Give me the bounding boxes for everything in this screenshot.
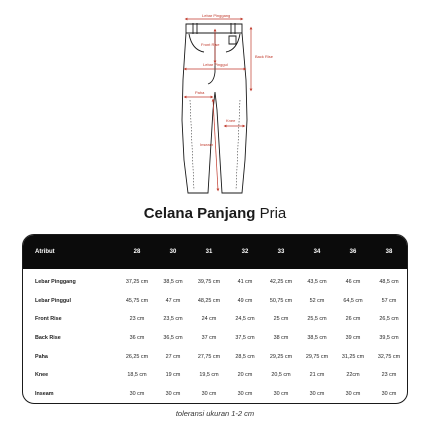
cell: 30 cm [273,390,289,397]
cell: 32,75 cm [377,353,401,360]
cell: 21 cm [309,372,325,379]
cell: 24,5 cm [235,316,255,323]
row-label: Paha [35,353,48,360]
cell: 20 cm [237,372,253,379]
inseam-label: Inseam [200,142,214,147]
cell: 50,75 cm [269,297,293,304]
cell: 39 cm [345,335,361,342]
cell: 30 cm [381,390,397,397]
cell: 47 cm [165,297,181,304]
cell: 26,5 cm [379,316,399,323]
cell: 41 cm [237,279,253,286]
cell: 45,75 cm [125,297,149,304]
knee-label: Knee [226,118,236,123]
cell: 23 cm [381,372,397,379]
cell: 49 cm [237,297,253,304]
table-row [23,347,407,366]
cell: 26 cm [345,316,361,323]
tolerance-note: toleransi ukuran 1-2 cm [175,409,255,418]
cell: 30 cm [129,390,145,397]
page-title [0,205,430,222]
title-bold: Celana Panjang [143,205,256,222]
header-size-38: 38 [385,249,393,255]
cell: 36 cm [129,335,145,342]
cell: 30 cm [309,390,325,397]
cell: 29,75 cm [305,353,329,360]
header-size-36: 36 [349,249,357,255]
row-label: Back Rise [35,335,61,342]
table-row [23,273,407,292]
cell: 19,5 cm [199,372,219,379]
waist-label: Lebar Pinggang [202,13,231,18]
pants-outline [182,23,247,193]
cell: 25 cm [273,316,289,323]
cell: 48,25 cm [197,297,221,304]
cell: 38 cm [273,335,289,342]
cell: 48,5 cm [379,279,399,286]
cell: 46 cm [345,279,361,286]
row-label: Lebar Pinggul [35,297,71,304]
cell: 37 cm [201,335,217,342]
front-rise-label: Front Rise [201,42,220,47]
table-row [23,385,407,404]
row-label: Inseam [35,390,54,397]
header-size-28: 28 [133,249,141,255]
table-row [23,310,407,329]
cell: 38,5 cm [163,279,183,286]
cell: 31,25 cm [341,353,365,360]
cell: 23,5 cm [163,316,183,323]
cell: 64,5 cm [343,297,363,304]
cell: 57 cm [381,297,397,304]
cell: 38,5 cm [307,335,327,342]
cell: 20,5 cm [271,372,291,379]
cell: 18,5 cm [127,372,147,379]
cell: 25,5 cm [307,316,327,323]
cell: 30 cm [237,390,253,397]
cell: 28,5 cm [235,353,255,360]
hip-label: Lebar Pinggul [203,62,228,67]
cell: 39,5 cm [379,335,399,342]
pants-diagram [0,0,430,200]
row-label: Lebar Pinggang [35,279,76,286]
cell: 26,25 cm [125,353,149,360]
table-row [23,366,407,385]
header-attribute: Atribut [35,249,55,255]
cell: 30 cm [201,390,217,397]
back-rise-label: Back Rise [255,54,274,59]
header-size-30: 30 [169,249,177,255]
table-header-row [23,235,407,269]
cell: 29,25 cm [269,353,293,360]
header-size-34: 34 [313,249,321,255]
cell: 36,5 cm [163,335,183,342]
row-label: Front Rise [35,316,62,323]
cell: 42,25 cm [269,279,293,286]
size-table [23,235,407,403]
cell: 24 cm [201,316,217,323]
cell: 22cm [346,372,360,379]
cell: 23 cm [129,316,145,323]
cell: 39,75 cm [197,279,221,286]
cell: 37,5 cm [235,335,255,342]
cell: 30 cm [165,390,181,397]
cell: 37,25 cm [125,279,149,286]
table-row [23,329,407,348]
cell: 19 cm [165,372,181,379]
cell: 52 cm [309,297,325,304]
cell: 27 cm [165,353,181,360]
row-label: Knee [35,372,49,379]
header-size-33: 33 [277,249,285,255]
cell: 43,5 cm [307,279,327,286]
table-row [23,292,407,311]
cell: 27,75 cm [197,353,221,360]
cell: 30 cm [345,390,361,397]
thigh-label: Paha [195,90,205,95]
header-size-31: 31 [205,249,213,255]
size-table-card [22,234,408,404]
header-size-32: 32 [241,249,249,255]
title-light: Pria [259,205,287,222]
